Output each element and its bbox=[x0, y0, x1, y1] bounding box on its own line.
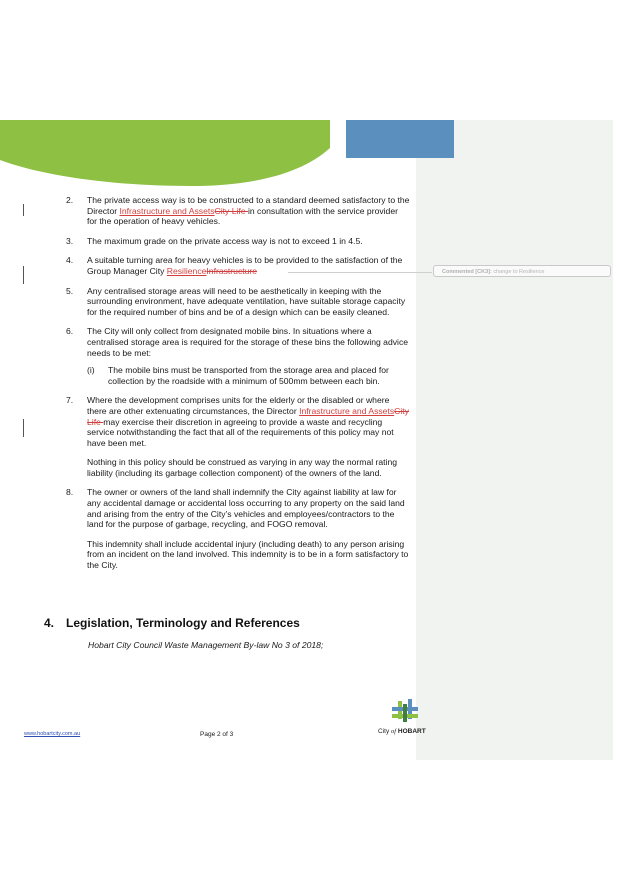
clause-5 bbox=[44, 286, 410, 318]
inserted-text: Resilience bbox=[166, 265, 207, 276]
inserted-text: Infrastructure and Assets bbox=[119, 205, 215, 216]
clause-text: The private access way is to be constructed to a standard deemed satisfactory to the Director bbox=[87, 195, 410, 216]
clause-number: 6. bbox=[66, 326, 74, 337]
logo-name: HOBART bbox=[397, 728, 426, 735]
clause-8 bbox=[44, 487, 410, 529]
clause-paragraph: Nothing in this policy should be construed as varying in any way the normal rating liability (including its garbage collection component) of the owners of the land. bbox=[87, 457, 398, 478]
logo-of: of bbox=[391, 728, 397, 735]
clause-6 bbox=[44, 326, 410, 358]
clause-3 bbox=[44, 236, 410, 247]
clause-text: Where the development comprises units for the elderly or the disabled or where there are other extenuating circumstances, the Director bbox=[87, 395, 390, 416]
header-green-swoosh bbox=[0, 120, 330, 190]
clause-text: The maximum grade on the private access way is not to exceed 1 in 4.5. bbox=[87, 235, 363, 246]
change-bar bbox=[23, 204, 24, 216]
legislation-reference: Hobart City Council Waste Management By-law No 3 of 2018; bbox=[88, 640, 324, 650]
clause-7 bbox=[44, 395, 410, 448]
deleted-text: Infrastructure bbox=[206, 265, 258, 276]
clause-number: 5. bbox=[66, 285, 74, 296]
comment-margin-pane bbox=[416, 120, 613, 760]
deleted-text: City Life bbox=[214, 205, 248, 216]
clause-text: may exercise their discretion in agreeing to provide a waste and recycling service notwithstanding the fact that all of the requirements of this policy may not have been met. bbox=[87, 416, 394, 448]
sub-clause-text: The mobile bins must be transported from the storage area and placed for collection by the roadside with a minimum of 500mm between each bin. bbox=[108, 365, 389, 386]
clause-number: 2. bbox=[66, 195, 74, 205]
clause-number: 7. bbox=[66, 395, 74, 406]
policy-clauses bbox=[44, 195, 410, 580]
section-number: 4. bbox=[44, 616, 55, 630]
section-heading bbox=[44, 616, 300, 630]
comment-balloon[interactable] bbox=[433, 265, 611, 277]
clause-text: Any centralised storage areas will need to be aesthetically in keeping with the surrounding environment, have adequate ventilation, have suitable storage capacity for the required number of bins and be of a design which can be easily cleaned. bbox=[87, 285, 406, 317]
sub-clause-number: (i) bbox=[87, 365, 95, 376]
comment-label: Commented [CK3]: bbox=[442, 269, 492, 275]
deleted-text: City Life bbox=[87, 405, 409, 427]
change-bar bbox=[23, 266, 24, 284]
clause-text: in consultation with the service provider for the operation of heavy vehicles. bbox=[87, 205, 398, 227]
change-bar bbox=[23, 419, 24, 437]
footer-website-link[interactable]: www.hobartcity.com.au bbox=[24, 731, 81, 737]
clause-text: The City will only collect from designated mobile bins. In situations where a centralised storage area is required for the storage of these bins the following advice needs to be met: bbox=[87, 326, 409, 358]
footer-page-number: Page 2 of 3 bbox=[200, 731, 234, 738]
section-title: Legislation, Terminology and References bbox=[66, 616, 300, 630]
comment-text: change to Resilience bbox=[493, 269, 545, 275]
sub-clause bbox=[44, 365, 410, 386]
clause-number: 4. bbox=[66, 255, 74, 266]
logo-wordmark bbox=[378, 728, 426, 735]
clause-paragraph: This indemnity shall include accidental injury (including death) to any person arising from an incident on the land involved. This indemnity is to be in a form satisfactory to the City. bbox=[87, 538, 409, 571]
clause-number: 8. bbox=[66, 487, 74, 498]
clause-4 bbox=[44, 255, 410, 276]
logo-prefix: City bbox=[378, 728, 391, 735]
clause-2 bbox=[44, 195, 410, 227]
header-blue-bar bbox=[346, 120, 454, 158]
clause-text: A suitable turning area for heavy vehicles is to be provided to the satisfaction of the Group Manager City bbox=[87, 255, 403, 276]
clause-number: 3. bbox=[66, 235, 74, 246]
inserted-text: Infrastructure and Assets bbox=[299, 405, 395, 416]
clause-text: The owner or owners of the land shall indemnify the City against liability at law for any accidental damage or accidental loss occurring to any property on the said land and arising from the entry of the City’s vehicles and employees/contractors to the land for the purpose of garbage, recycling, and FOGO removal. bbox=[87, 487, 405, 530]
